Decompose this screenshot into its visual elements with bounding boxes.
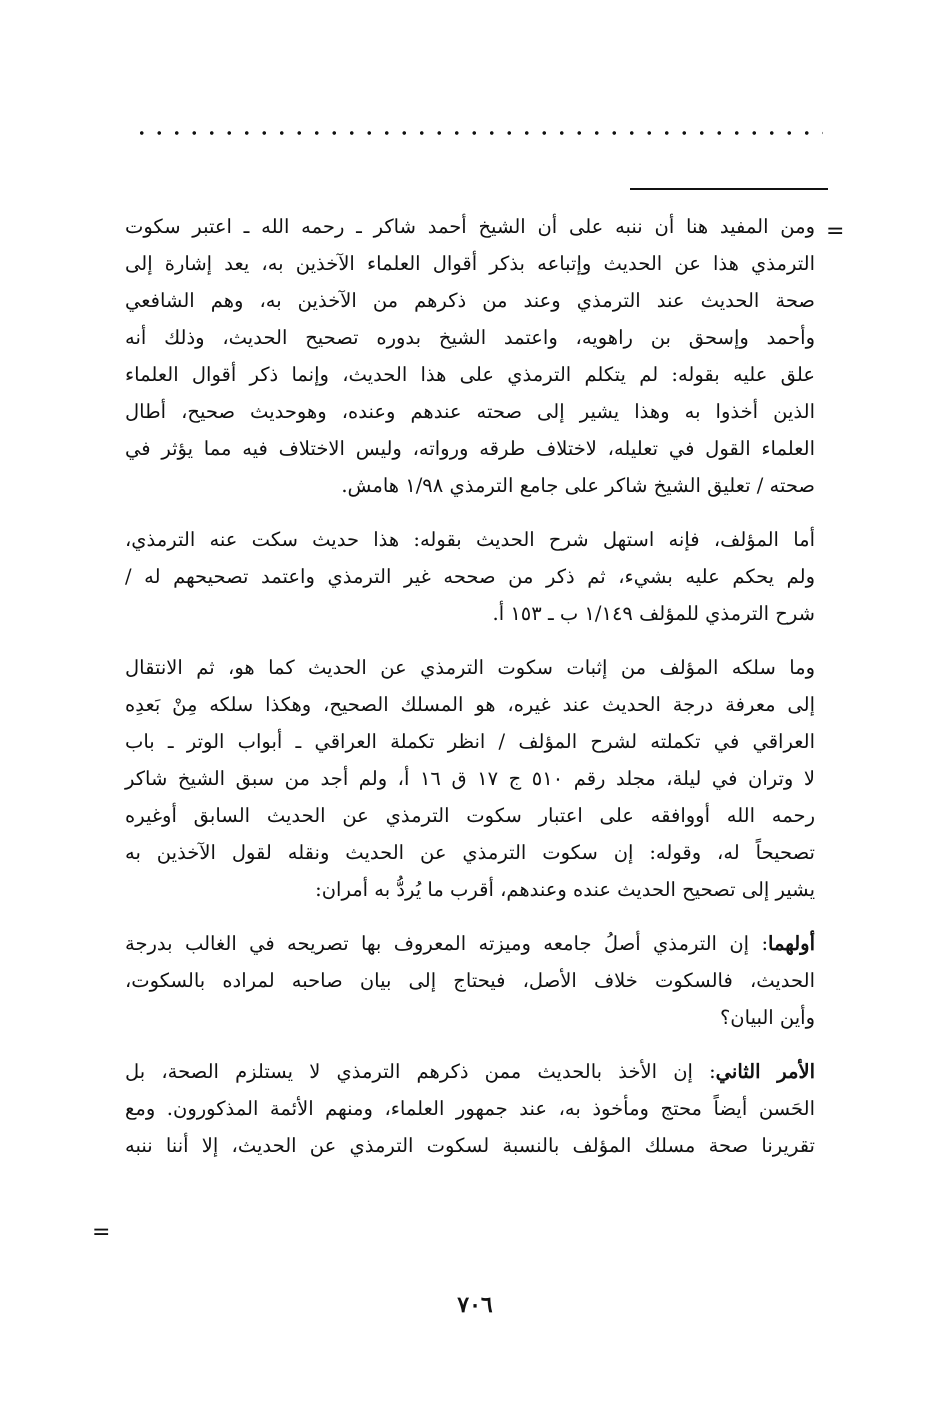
text-line: شرح الترمذي للمؤلف ١/١٤٩ ب ـ ١٥٣ أ. (492, 602, 815, 625)
page-number: ٧٠٦ (457, 1292, 493, 1318)
text-fragment: : إن الأخذ بالحديث ممن ذكرهم الترمذي لا يستلزم الصحة، بل (125, 1060, 716, 1083)
paragraph-author-approach (125, 521, 815, 632)
text-line: الحَسن أيضاً محتج ومأخوذ به، عند جمهور العلماء، ومنهم الأئمة المذكورون. ومع (125, 1097, 815, 1120)
text-line: الترمذي هذا عن الحديث وإتباعه بذكر أقوال العلماء الآخذين به، يعد إشارة إلى (125, 252, 815, 275)
continuation-mark-bottom: = (92, 1220, 111, 1245)
text-line: الذين أخذوا به وهذا يشير إلى صحته عندهم وعنده، وهوحديث صحيح، أطال (125, 400, 815, 423)
text-line: ومن المفيد هنا أن ننبه على أن الشيخ أحمد شاكر ـ رحمه الله ـ اعتبر سكوت (125, 215, 815, 238)
point-heading: الأمر الثاني (715, 1060, 815, 1083)
text-line (125, 1053, 815, 1090)
text-line: تقريرنا صحة مسلك المؤلف بالنسبة لسكوت الترمذي عن الحديث، إلا أننا ننبه (125, 1134, 815, 1157)
text-line: صحة الحديث عند الترمذي وعند من ذكرهم من الآخذين به، وهم الشافعي (125, 289, 815, 312)
text-line: وأحمد وإسحق بن راهويه، واعتمد الشيخ بدوره تصحيح الحديث، وذلك أنه (125, 326, 815, 349)
text-line: العلماء القول في تعليله، لاختلاف طرقه ورواته، وليس الاختلاف فيه مما يؤثر في (125, 437, 815, 460)
text-line: وما سلكه المؤلف من إثبات سكوت الترمذي عن الحديث كما هو، ثم الانتقال (125, 656, 815, 679)
text-line: أما المؤلف، فإنه استهل شرح الحديث بقوله: هذا حديث سكت عنه الترمذي، (125, 528, 815, 551)
footnote-body (125, 208, 815, 1181)
text-line: وأين البيان؟ (719, 1006, 815, 1029)
text-line: صحته / تعليق الشيخ شاكر على جامع الترمذي ١/٩٨ هامش. (341, 474, 815, 497)
point-heading: أولهما (768, 932, 815, 955)
paragraph-second-point (125, 1053, 815, 1164)
text-line: يشير إلى تصحيح الحديث عنده وعندهم، أقرب ما يُردُّ به أمران: (315, 878, 815, 901)
text-line: العراقي في تكملته لشرح المؤلف / انظر تكملة العراقي ـ أبواب الوتر ـ باب (125, 730, 815, 753)
text-line: علق عليه بقوله: لم يتكلم الترمذي على هذا الحديث، وإنما ذكر أقوال العلماء (125, 363, 815, 386)
paragraph-first-point (125, 925, 815, 1036)
text-line: رحمه الله أووافقه على اعتبار سكوت الترمذي عن الحديث السابق أوغيره (125, 804, 815, 827)
continuation-mark-top: = (826, 219, 845, 244)
text-line: إلى معرفة درجة الحديث عند غيره، هو المسلك الصحيح، وهكذا سلكه مِنْ بَعدِه (125, 693, 815, 716)
dotted-separator (133, 131, 823, 135)
footnote-rule (630, 188, 828, 190)
text-line: الحديث، فالسكوت خلاف الأصل، فيحتاج إلى بيان صاحبه لمراده بالسكوت، (125, 969, 815, 992)
text-fragment: : إن الترمذي أصلُ جامعه وميزته المعروف بها تصريحه في الغالب بدرجة (125, 932, 769, 955)
text-line: تصحيحاً له، وقوله: إن سكوت الترمذي عن الحديث ونقله لقول الآخذين به (125, 841, 815, 864)
paragraph-shakir-note (125, 208, 815, 504)
text-line: لا وتران في ليلة، مجلد رقم ٥١٠ ج ١٧ ق ١٦ أ، ولم أجد من سبق الشيخ شاكر (125, 767, 816, 790)
text-line (125, 925, 815, 962)
paragraph-methodology (125, 649, 815, 908)
text-line: ولم يحكم عليه بشيء، ثم ذكر من صححه غير الترمذي واعتمد تصحيحهم له / (125, 565, 815, 588)
